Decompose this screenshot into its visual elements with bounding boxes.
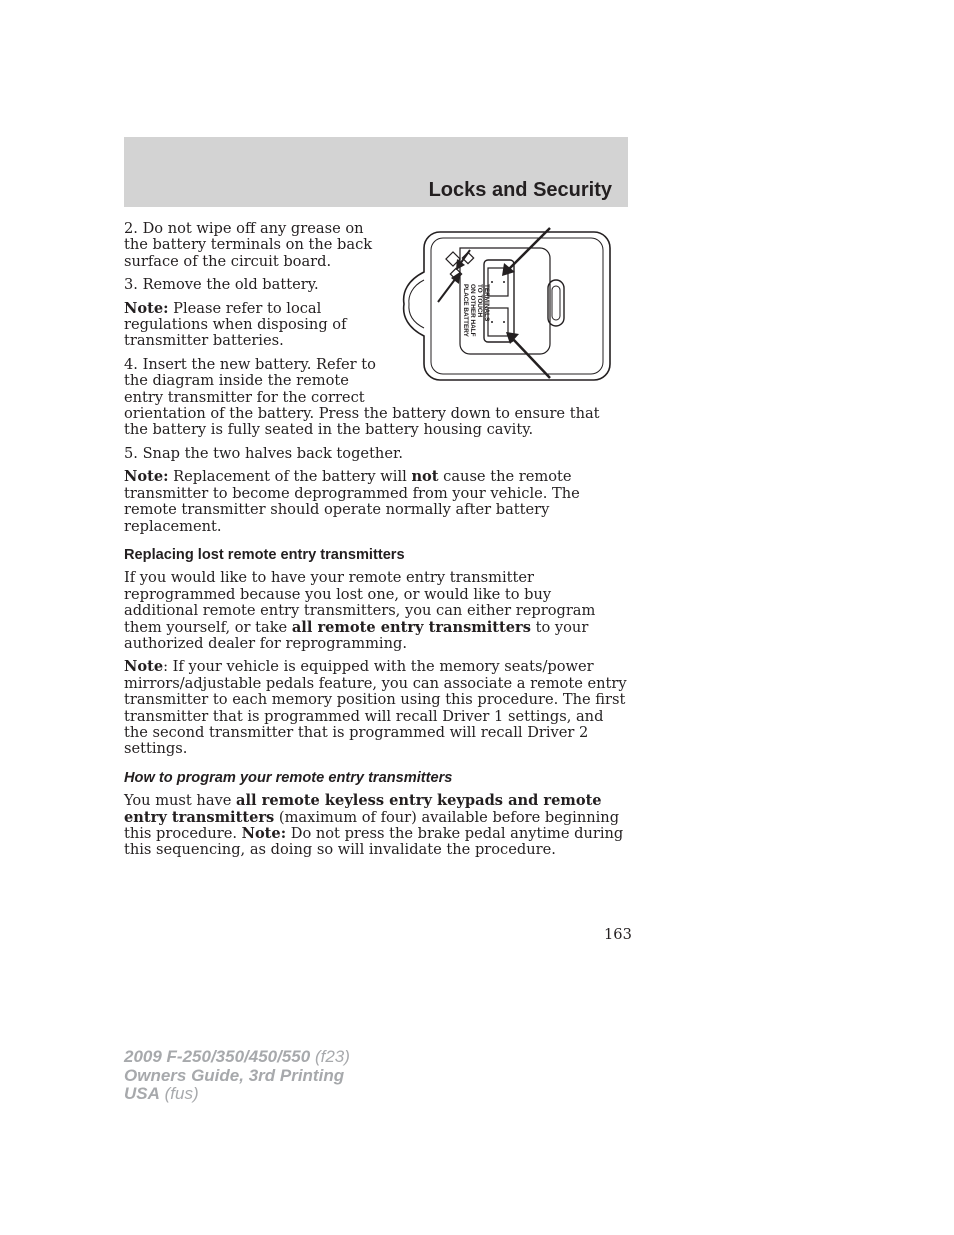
step-2: 2. Do not wipe off any grease on the battery terminals on the back surface of the circuit board.: [124, 220, 373, 270]
note-text: : If your vehicle is equipped with the memory seats/power mirrors/adjustable pedals feature, you can associate a remote entry transmitter to each memory position using this procedure. The first transmitter that is programmed will recall Driver 1 settings, and the second transmitter that is programmed will recall Driver 2 settings.: [124, 658, 627, 758]
diagram-label-line1: PLACE BATTERY: [462, 284, 469, 337]
paragraph-text: to your authorized dealer for reprogramming.: [124, 618, 589, 652]
footer-region: USA: [124, 1084, 160, 1103]
note-emphasis: not: [411, 468, 439, 486]
diagram-label-line3: TO TOUCH: [476, 284, 483, 318]
step-5: 5. Snap the two halves back together.: [124, 444, 403, 462]
page-number: 163: [604, 926, 632, 943]
note-dispose: [124, 301, 382, 350]
note-deprogram: [124, 469, 628, 535]
note-label: Note:: [124, 299, 169, 317]
footer-line-1: [124, 1048, 350, 1067]
step-3: 3. Remove the old battery.: [124, 276, 319, 294]
paragraph-reprogram: [124, 570, 628, 652]
note-label: Note:: [241, 825, 287, 842]
footer-code: (f23): [310, 1047, 350, 1066]
note-label: Note:: [124, 468, 169, 486]
step-4-part2: orientation of the battery. Press the battery down to ensure that the battery is fully seated in the battery housing cavity.: [124, 405, 600, 439]
footer-region-code: (fus): [159, 1084, 199, 1103]
footer-line-3: [124, 1085, 350, 1104]
step-4-part1: 4. Insert the new battery. Refer to the diagram inside the remote entry transmitter for the correct: [124, 355, 376, 406]
paragraph-text: You must have: [124, 792, 237, 810]
note-label: Note: [124, 658, 164, 676]
paragraph-text: Do not press the brake pedal anytime during this sequencing, as doing so will invalidate the procedure.: [124, 825, 624, 859]
paragraph-text: If you would like to have your remote entry transmitter reprogrammed because you lost one, or would like to buy additional remote entry transmitters, you can either reprogram them yourself, or take: [124, 569, 596, 636]
footer-guide: Owners Guide, 3rd Printing: [124, 1065, 345, 1085]
heading-replacing-lost: Replacing lost remote entry transmitters: [124, 546, 405, 563]
note-text: Replacement of the battery will: [168, 468, 412, 486]
footer-model: 2009 F-250/350/450/550: [124, 1047, 311, 1066]
paragraph-emphasis: all remote keyless entry keypads and remote entry transmitters: [124, 792, 602, 826]
step-4: [124, 357, 628, 439]
note-memory: [124, 659, 628, 757]
footer: [124, 1048, 350, 1104]
paragraph-text: (maximum of four) available before beginning this procedure.: [124, 808, 620, 842]
note-text: Please refer to local regulations when disposing of transmitter batteries.: [124, 299, 347, 350]
section-header-band: [124, 137, 628, 207]
note-text: cause the remote transmitter to become deprogrammed from your vehicle. The remote transmitter should operate normally after battery replacement.: [124, 468, 580, 535]
heading-how-to-program: How to program your remote entry transmitters: [124, 769, 453, 786]
page-content: [124, 221, 628, 866]
paragraph-program: [124, 793, 628, 859]
section-title: Locks and Security: [428, 179, 612, 201]
diagram-label-line2: ON OTHER HALF: [469, 284, 476, 337]
diagram-label-line4: TERMINALS: [483, 284, 490, 322]
footer-line-2: [124, 1067, 350, 1086]
paragraph-emphasis: all remote entry transmitters: [291, 618, 531, 636]
